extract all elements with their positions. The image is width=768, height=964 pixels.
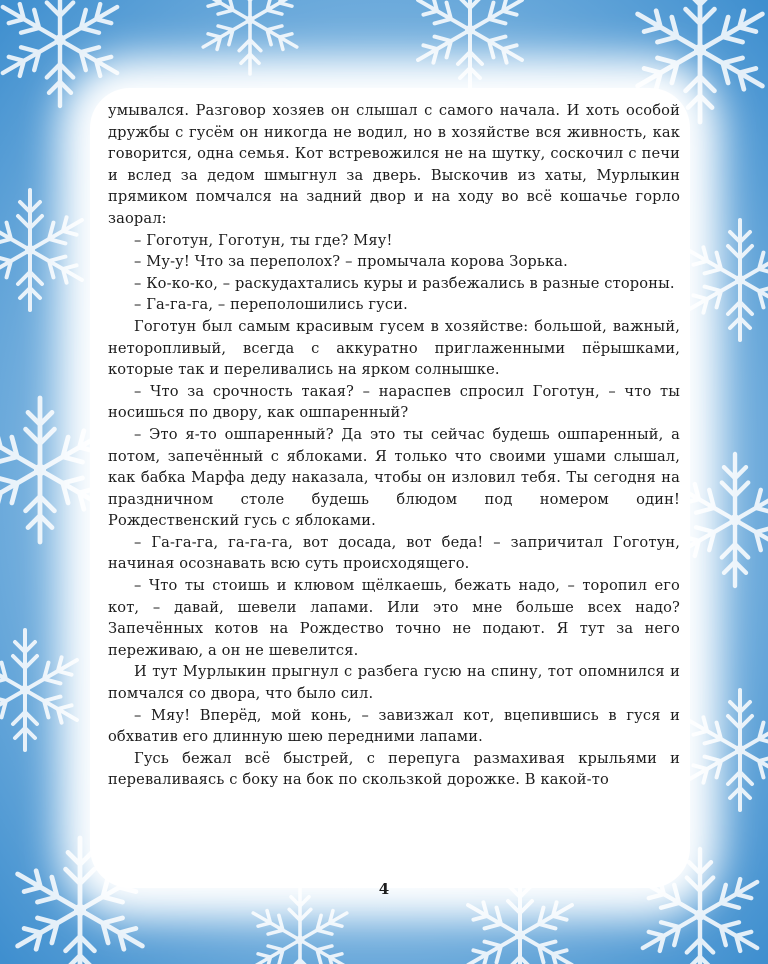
paragraph: – Это я-то ошпаренный? Да это ты сейчас будешь ошпаренный, а потом, запечённый с яблоками. Я только что своими ушами слышал, как бабка Марфа деду наказала, чтобы он изловил тебя. Ты сегодня на праздничном столе будешь блюдом под номером один! Рождественский гусь с яблоками.: [108, 425, 680, 530]
paragraph: – Что ты стоишь и клювом щёлкаешь, бежать надо, – торопил его кот, – давай, шевели лапами. Или это мне больше всех надо? Запечённых котов на Рождество точно не подают. Я тут за него переживаю, а он не шевелится.: [108, 577, 680, 659]
story-text: [108, 100, 680, 791]
paragraph: – Ко-ко-ко, – раскудахтались куры и разбежались в разные стороны.: [134, 274, 675, 292]
paragraph: – Мяу! Вперёд, мой конь, – завизжал кот, вцепившись в гуся и обхватив его длинную шею передними лапами.: [108, 706, 680, 746]
paragraph: умывался. Разговор хозяев он слышал с самого начала. И хоть особой дружбы с гусём он никогда не водил, но в хозяйстве вся живность, как говорится, одна семья. Кот встревожился не на шутку, соскочил с печи и вслед за дедом шмыгнул за дверь. Выскочив из хаты, Мурлыкин прямиком помчался на задний двор и на ходу во всё кошачье горло заорал:: [108, 102, 680, 227]
paragraph: И тут Мурлыкин прыгнул с разбега гусю на спину, тот опомнился и помчался со двора, что было сил.: [108, 663, 680, 703]
paragraph: – Му-у! Что за переполох? – промычала корова Зорька.: [134, 253, 568, 271]
page-number: 4: [378, 880, 390, 898]
paragraph: – Что за срочность такая? – нараспев спросил Гоготун, – что ты носишься по двору, как ошпаренный?: [108, 382, 680, 422]
paragraph: Гоготун был самым красивым гусем в хозяйстве: большой, важный, неторопливый, всегда с аккуратно приглаженными пёрышками, которые так и переливались на ярком солнышке.: [108, 317, 680, 379]
paragraph: Гусь бежал всё быстрей, с перепуга размахивая крыльями и переваливаясь с боку на бок по скользкой дорожке. В какой-то: [108, 749, 680, 789]
paragraph: – Гоготун, Гоготун, ты где? Мяу!: [134, 231, 393, 249]
paragraph: – Га-га-га, га-га-га, вот досада, вот беда! – запричитал Гоготун, начиная осознавать всю суть происходящего.: [108, 533, 680, 573]
paragraph: – Га-га-га, – переполошились гуси.: [134, 296, 408, 314]
